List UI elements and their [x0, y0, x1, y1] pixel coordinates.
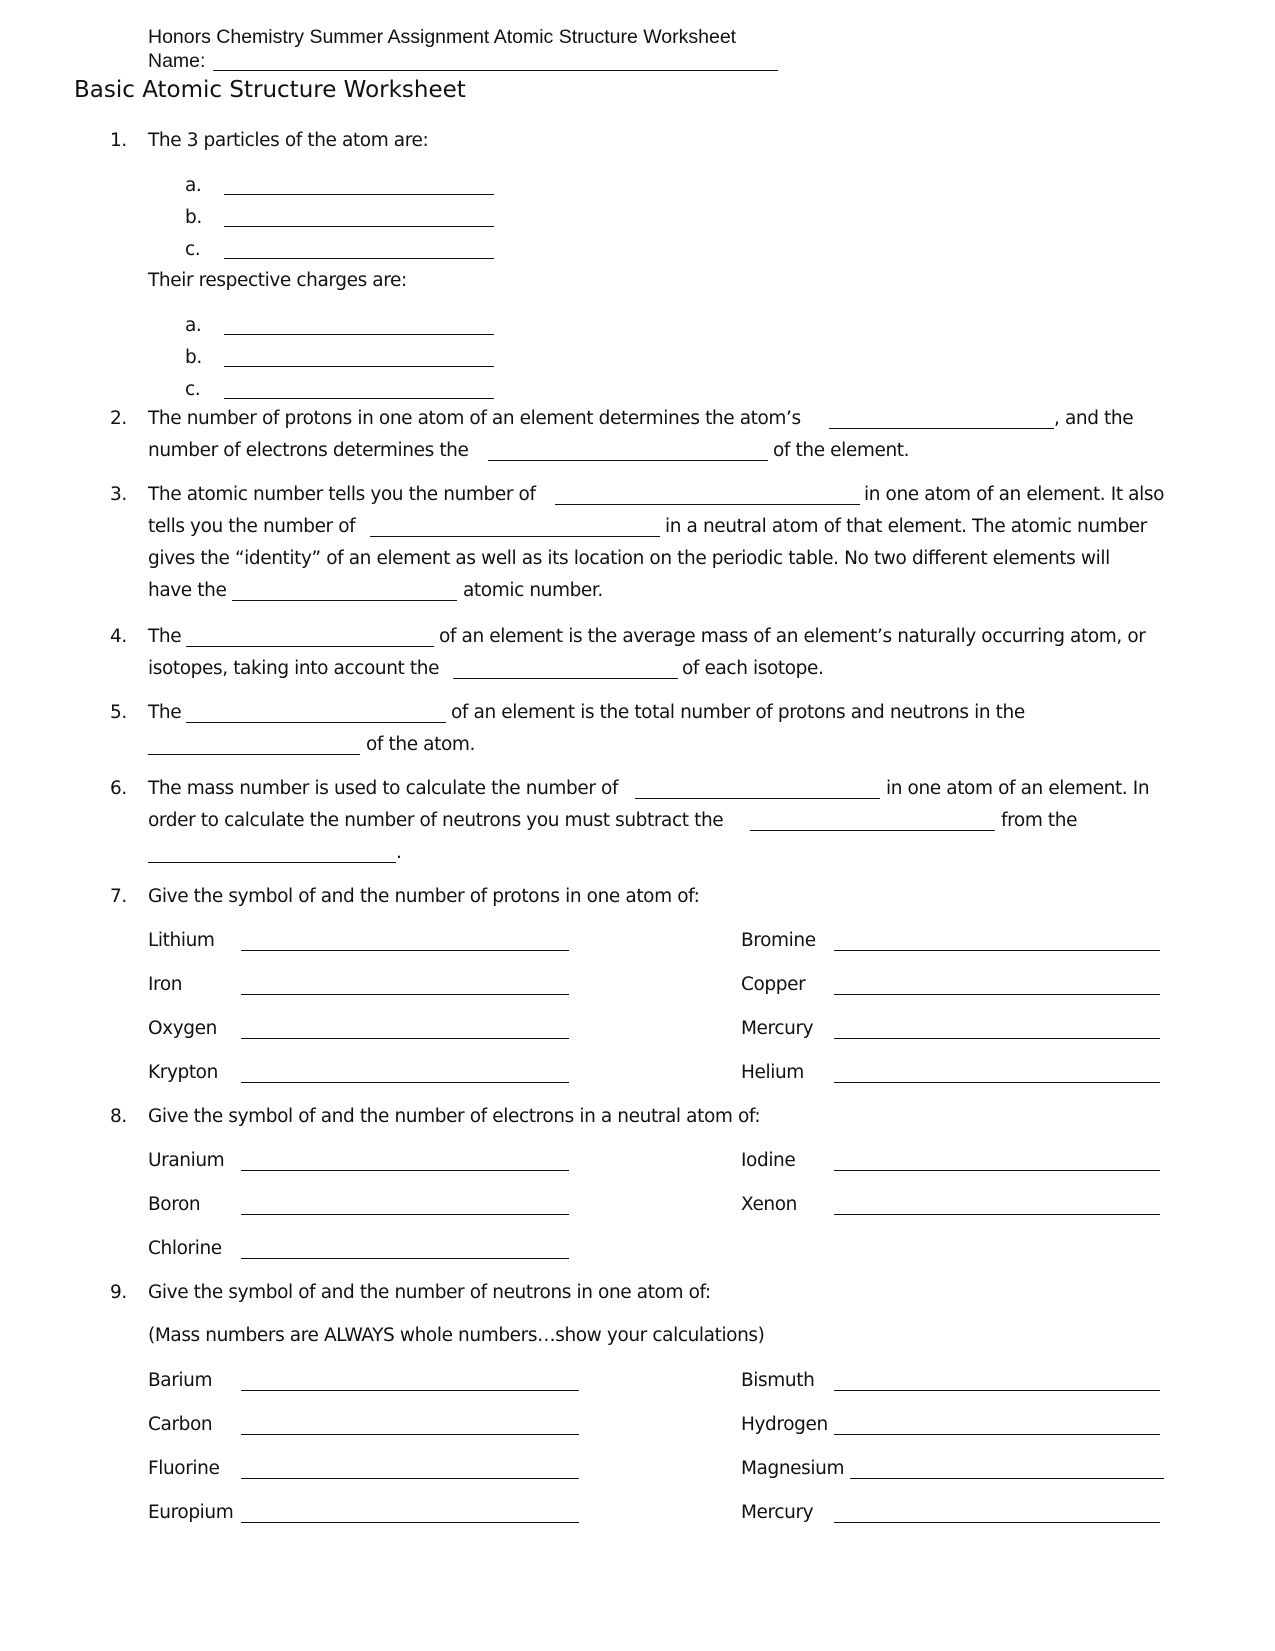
q1-charge-b-blank[interactable] — [224, 366, 494, 367]
q1-charge-letter-a: a. — [185, 315, 202, 336]
q1-letter-a: a. — [185, 175, 202, 196]
q7-element-label: Lithium — [148, 930, 215, 951]
q7-element-label: Krypton — [148, 1062, 218, 1083]
q6-line3-end: . — [396, 842, 402, 863]
q1-letter-b: b. — [185, 207, 202, 228]
q3-line1-end: in one atom of an element. It also — [864, 484, 1164, 505]
q6-line1-end: in one atom of an element. In — [886, 778, 1150, 799]
q3-line4-end: atomic number. — [463, 580, 603, 601]
name-label: Name: — [148, 50, 206, 72]
q1-particle-a-blank[interactable] — [224, 194, 494, 195]
q5-number: 5. — [110, 702, 127, 723]
name-field[interactable] — [213, 70, 778, 71]
q5-line2-end: of the atom. — [366, 734, 475, 755]
q2-number: 2. — [110, 408, 127, 429]
q9-answer-blank[interactable] — [850, 1478, 1164, 1479]
q7-answer-blank[interactable] — [241, 1082, 569, 1083]
course-title: Honors Chemistry Summer Assignment Atomic Structure Worksheet — [148, 26, 737, 48]
q8-answer-blank[interactable] — [834, 1170, 1160, 1171]
q9-element-label: Carbon — [148, 1414, 213, 1435]
q4-blank-1[interactable] — [186, 646, 434, 647]
q8-answer-blank[interactable] — [241, 1170, 569, 1171]
q5-line1-text: The — [148, 702, 182, 723]
q4-line1-text: The — [148, 626, 182, 647]
q9-number: 9. — [110, 1282, 127, 1303]
q7-element-label: Bromine — [741, 930, 816, 951]
q3-line2-text: tells you the number of — [148, 516, 356, 537]
q9-answer-blank[interactable] — [241, 1434, 579, 1435]
q6-blank-2[interactable] — [750, 830, 995, 831]
q2-blank-2[interactable] — [488, 460, 768, 461]
q7-answer-blank[interactable] — [834, 994, 1160, 995]
q1-charge-letter-c: c. — [185, 379, 201, 400]
q4-number: 4. — [110, 626, 127, 647]
q6-blank-1[interactable] — [635, 798, 880, 799]
q1-charge-letter-b: b. — [185, 347, 202, 368]
q5-line1-end: of an element is the total number of protons and neutrons in the — [451, 702, 1025, 723]
q1-charges-prompt: Their respective charges are: — [148, 270, 407, 291]
q8-element-label: Xenon — [741, 1194, 797, 1215]
q3-line1-text: The atomic number tells you the number of — [148, 484, 536, 505]
q3-blank-3[interactable] — [232, 600, 457, 601]
q8-element-label: Uranium — [148, 1150, 225, 1171]
q3-blank-2[interactable] — [370, 536, 660, 537]
q1-charge-a-blank[interactable] — [224, 334, 494, 335]
q8-element-label: Chlorine — [148, 1238, 222, 1259]
q4-blank-2[interactable] — [453, 678, 678, 679]
q6-line1-text: The mass number is used to calculate the number of — [148, 778, 619, 799]
q7-element-label: Copper — [741, 974, 806, 995]
q7-number: 7. — [110, 886, 127, 907]
q8-number: 8. — [110, 1106, 127, 1127]
q4-line2-end: of each isotope. — [682, 658, 824, 679]
q8-element-label: Iodine — [741, 1150, 796, 1171]
q9-element-label: Mercury — [741, 1502, 814, 1523]
q7-answer-blank[interactable] — [834, 1082, 1160, 1083]
q7-element-label: Mercury — [741, 1018, 814, 1039]
q8-answer-blank[interactable] — [834, 1214, 1160, 1215]
q6-line2-text: order to calculate the number of neutrons you must subtract the — [148, 810, 724, 831]
q3-line4-text: have the — [148, 580, 227, 601]
q9-element-label: Fluorine — [148, 1458, 220, 1479]
q8-answer-blank[interactable] — [241, 1258, 569, 1259]
q1-prompt: The 3 particles of the atom are: — [148, 130, 429, 151]
q9-answer-blank[interactable] — [834, 1434, 1160, 1435]
q1-letter-c: c. — [185, 239, 201, 260]
q7-prompt: Give the symbol of and the number of protons in one atom of: — [148, 886, 700, 907]
q7-answer-blank[interactable] — [834, 1038, 1160, 1039]
q1-charge-c-blank[interactable] — [224, 398, 494, 399]
q8-prompt: Give the symbol of and the number of electrons in a neutral atom of: — [148, 1106, 761, 1127]
q9-answer-blank[interactable] — [834, 1522, 1160, 1523]
q3-blank-1[interactable] — [555, 504, 860, 505]
q7-answer-blank[interactable] — [241, 994, 569, 995]
q6-line2-end: from the — [1001, 810, 1078, 831]
q9-element-label: Europium — [148, 1502, 234, 1523]
q3-line2-end: in a neutral atom of that element. The atomic number — [665, 516, 1147, 537]
q9-element-label: Barium — [148, 1370, 213, 1391]
q9-answer-blank[interactable] — [241, 1390, 579, 1391]
q7-element-label: Oxygen — [148, 1018, 217, 1039]
q2-blank-1[interactable] — [829, 428, 1054, 429]
q8-element-label: Boron — [148, 1194, 201, 1215]
q7-answer-blank[interactable] — [241, 950, 569, 951]
q3-line3-text: gives the “identity” of an element as well as its location on the periodic table. No two different elements will — [148, 548, 1110, 569]
q9-answer-blank[interactable] — [241, 1522, 579, 1523]
q9-note: (Mass numbers are ALWAYS whole numbers…show your calculations) — [148, 1325, 765, 1346]
q7-element-label: Helium — [741, 1062, 804, 1083]
q9-element-label: Hydrogen — [741, 1414, 828, 1435]
q1-particle-b-blank[interactable] — [224, 226, 494, 227]
q9-element-label: Bismuth — [741, 1370, 815, 1391]
q6-blank-3[interactable] — [148, 862, 396, 863]
q4-line1-end: of an element is the average mass of an element’s naturally occurring atom, or — [439, 626, 1146, 647]
q2-line1-end: , and the — [1054, 408, 1134, 429]
q2-line1-text: The number of protons in one atom of an element determines the atom’s — [148, 408, 801, 429]
q7-answer-blank[interactable] — [834, 950, 1160, 951]
q1-number: 1. — [110, 130, 127, 151]
q5-blank-2[interactable] — [148, 754, 360, 755]
q9-answer-blank[interactable] — [834, 1390, 1160, 1391]
q7-element-label: Iron — [148, 974, 183, 995]
q1-particle-c-blank[interactable] — [224, 258, 494, 259]
q4-line2-text: isotopes, taking into account the — [148, 658, 440, 679]
q9-answer-blank[interactable] — [241, 1478, 579, 1479]
q2-line2-text: number of electrons determines the — [148, 440, 469, 461]
q9-prompt: Give the symbol of and the number of neutrons in one atom of: — [148, 1282, 711, 1303]
q2-line2-end: of the element. — [773, 440, 910, 461]
page-title: Basic Atomic Structure Worksheet — [74, 77, 466, 103]
q6-number: 6. — [110, 778, 127, 799]
q8-answer-blank[interactable] — [241, 1214, 569, 1215]
q7-answer-blank[interactable] — [241, 1038, 569, 1039]
q9-element-label: Magnesium — [741, 1458, 845, 1479]
q3-number: 3. — [110, 484, 127, 505]
q5-blank-1[interactable] — [186, 722, 446, 723]
